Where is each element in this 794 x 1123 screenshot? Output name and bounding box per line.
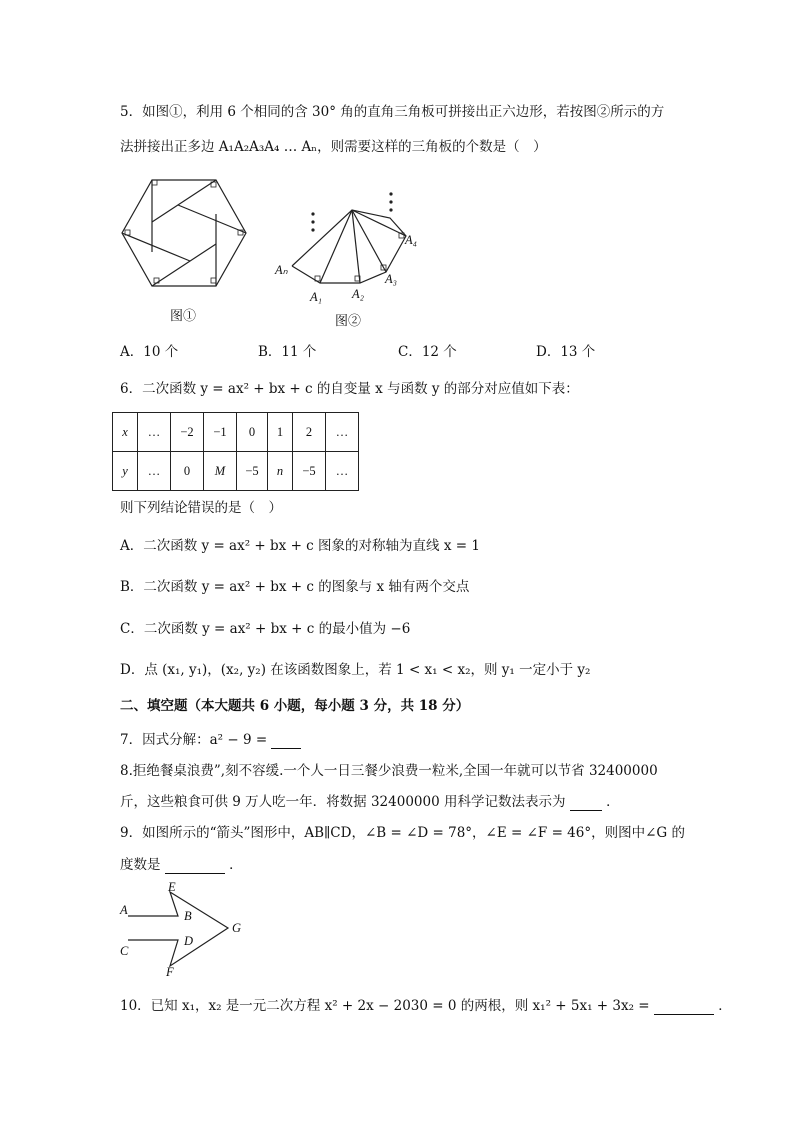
arrow-label-b: B bbox=[184, 909, 192, 923]
q6-option-a: A．二次函数 y = ax² + bx + c 图象的对称轴为直线 x = 1 bbox=[120, 538, 480, 554]
arrow-label-f: F bbox=[166, 965, 174, 979]
arrow-label-d: D bbox=[184, 934, 194, 948]
q7-label: 7．因式分解：a² − 9 = bbox=[120, 732, 268, 748]
cell: x bbox=[113, 413, 138, 452]
cell: … bbox=[138, 452, 171, 491]
q6-stem: 6．二次函数 y = ax² + bx + c 的自变量 x 与函数 y 的部分对应值如下表： bbox=[120, 381, 579, 397]
q5-option-c: C．12 个 bbox=[398, 344, 457, 360]
q5-line1: 5．如图①，利用 6 个相同的含 30° 角的直角三角板可拼接出正六边形，若按图②所示的方 bbox=[120, 104, 665, 120]
q8-line2-end: ． bbox=[606, 794, 620, 810]
label-a3: A₃ bbox=[385, 272, 397, 286]
cell: 0 bbox=[171, 452, 204, 491]
label-an: Aₙ bbox=[275, 263, 288, 277]
table-row-y bbox=[113, 452, 359, 491]
q6-question: 则下列结论错误的是（ ） bbox=[120, 500, 282, 516]
q8-line2: 斤，这些粮食可供 9 万人吃一年．将数据 32400000 用科学记数法表示为 bbox=[120, 794, 566, 810]
q9-answer-blank bbox=[165, 859, 225, 874]
q5-option-b: B．11 个 bbox=[258, 344, 317, 360]
q9-line1: 9．如图所示的“箭头”图形中，AB∥CD，∠B = ∠D = 78°，∠E = ∠F = 46°，则图中∠G 的 bbox=[120, 825, 685, 841]
arrow-label-a: A bbox=[120, 903, 128, 917]
cell: 2 bbox=[293, 413, 326, 452]
q9-line2: 度数是 bbox=[120, 857, 161, 873]
cell: −2 bbox=[171, 413, 204, 452]
arrow-label-e: E bbox=[168, 880, 176, 894]
q6-option-d: D．点 (x₁, y₁)，(x₂, y₂) 在该函数图象上，若 1 < x₁ < x₂，则 y₁ 一定小于 y₂ bbox=[120, 662, 591, 678]
q5-option-a: A．10 个 bbox=[120, 344, 179, 360]
fig2-caption: 图② bbox=[335, 314, 362, 329]
cell: M bbox=[204, 452, 237, 491]
cell: … bbox=[326, 413, 359, 452]
label-a1: A₁ bbox=[310, 290, 322, 304]
cell: 0 bbox=[237, 413, 268, 452]
q6-option-b: B．二次函数 y = ax² + bx + c 的图象与 x 轴有两个交点 bbox=[120, 579, 470, 595]
q7-answer-blank bbox=[271, 734, 301, 749]
q9-line2-end: ． bbox=[229, 857, 243, 873]
arrow-label-g: G bbox=[232, 921, 242, 935]
arrow-label-c: C bbox=[120, 944, 129, 958]
q8-line2-wrap bbox=[120, 793, 620, 811]
q5-option-d: D．13 个 bbox=[536, 344, 596, 360]
cell: … bbox=[138, 413, 171, 452]
fig1-caption: 图① bbox=[170, 309, 197, 324]
q7-text bbox=[120, 731, 301, 749]
figure-hexagon bbox=[118, 175, 250, 295]
cell: n bbox=[268, 452, 293, 491]
label-a2: A₂ bbox=[352, 287, 364, 301]
cell: y bbox=[113, 452, 138, 491]
q10-text bbox=[120, 997, 732, 1015]
q8-line1: 8.拒绝餐桌浪费”,刻不容缓.一个人一日三餐少浪费一粒米,全国一年就可以节省 32400000 bbox=[120, 763, 658, 779]
q10-answer-blank bbox=[654, 1000, 714, 1015]
figure-arrow bbox=[118, 878, 248, 978]
table-row-x bbox=[113, 413, 359, 452]
q6-option-c: C．二次函数 y = ax² + bx + c 的最小值为 −6 bbox=[120, 621, 411, 637]
hexagon-outline bbox=[122, 180, 246, 286]
q5-line2: 法拼接出正多边 A₁A₂A₃A₄ … Aₙ，则需要这样的三角板的个数是（ ） bbox=[120, 139, 547, 155]
q10-end: ． bbox=[718, 998, 732, 1014]
cell: −1 bbox=[204, 413, 237, 452]
label-a4: A₄ bbox=[405, 233, 417, 247]
section-title: 二、填空题（本大题共 6 小题，每小题 3 分，共 18 分） bbox=[120, 698, 470, 714]
cell: … bbox=[326, 452, 359, 491]
cell: −5 bbox=[237, 452, 268, 491]
q10-label: 10．已知 x₁，x₂ 是一元二次方程 x² + 2x − 2030 = 0 的两根，则 x₁² + 5x₁ + 3x₂ = bbox=[120, 998, 650, 1014]
q9-line2-wrap bbox=[120, 856, 243, 874]
q8-answer-blank bbox=[570, 796, 602, 811]
value-table bbox=[112, 412, 359, 491]
cell: 1 bbox=[268, 413, 293, 452]
cell: −5 bbox=[293, 452, 326, 491]
